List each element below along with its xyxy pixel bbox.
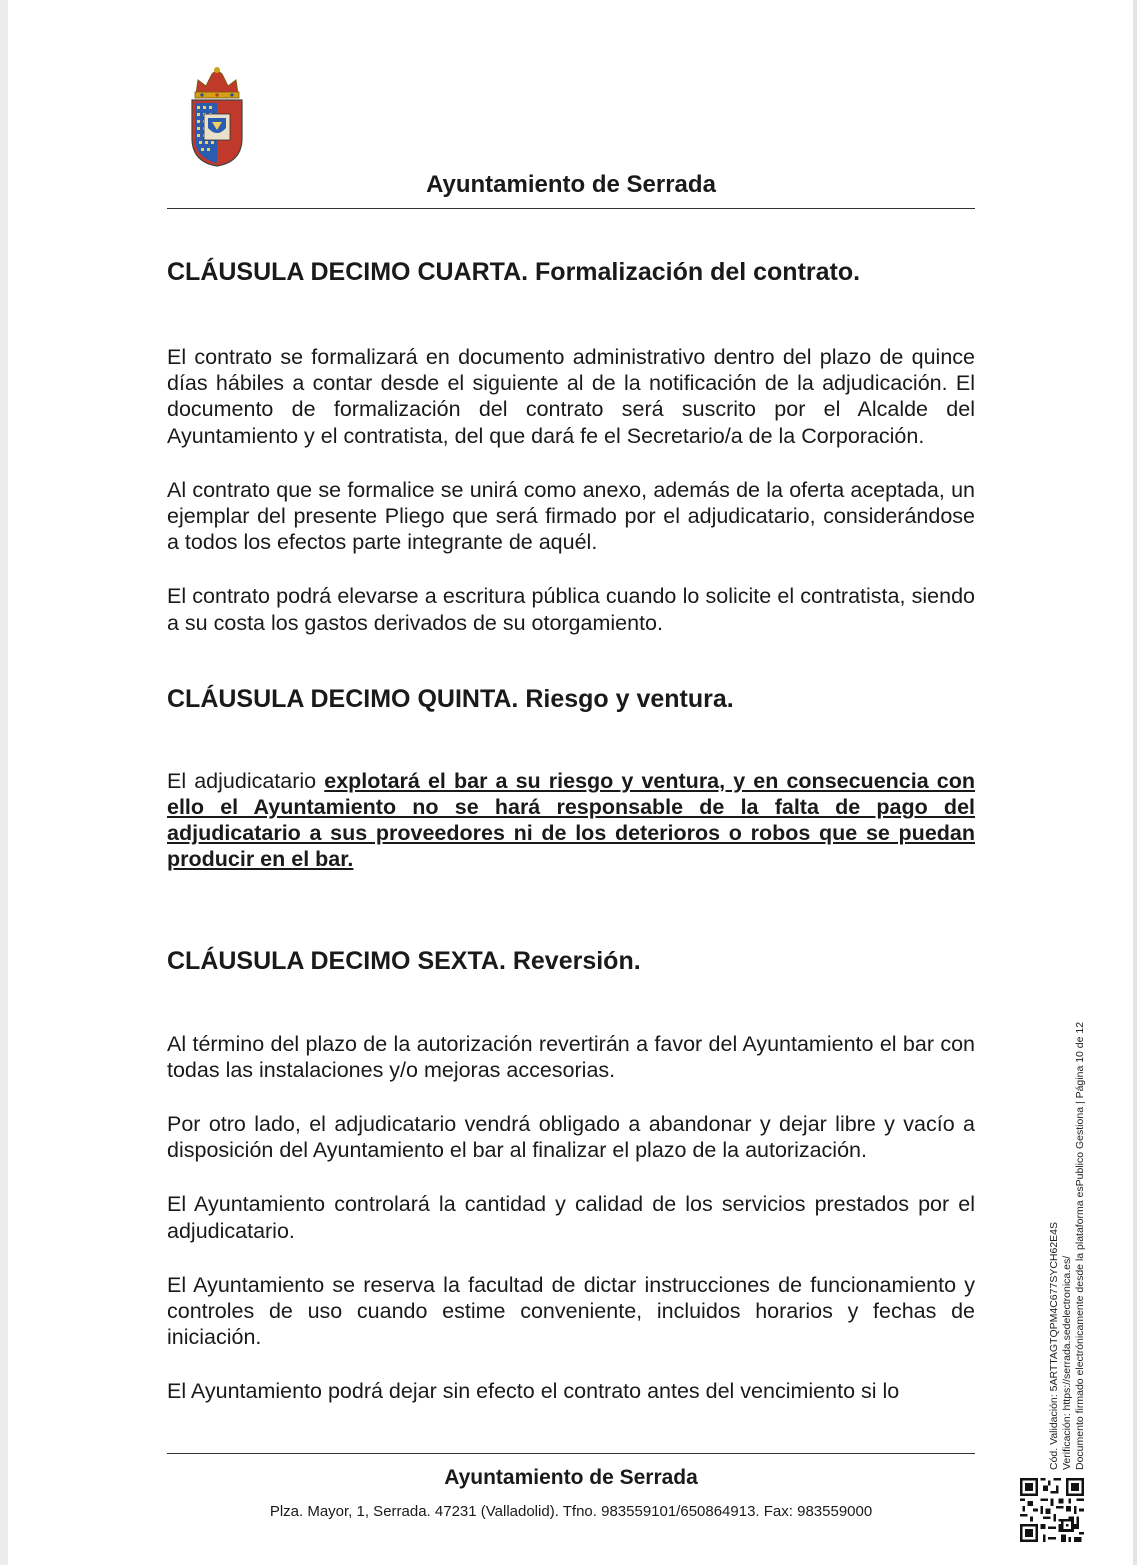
header-divider <box>167 208 975 209</box>
clause-15-heading: CLÁUSULA DECIMO QUINTA. Riesgo y ventura. <box>167 684 734 713</box>
clause-14-heading: CLÁUSULA DECIMO CUARTA. Formalización del contrato. <box>167 258 861 286</box>
header-title: Ayuntamiento de Serrada <box>426 171 716 198</box>
clause-15-emphasis: explotará el bar a su riesgo y ventura, y en consecuencia con ello el Ayuntamiento no se hará responsable de la falta de pago del adjudicatario a sus proveedores ni de los deterioros o robos que se puedan producir en el bar. <box>167 768 975 872</box>
footer-address: Plza. Mayor, 1, Serrada. 47231 (Valladolid). Tfno. 983559101/650864913. Fax: 983559000 <box>269 1503 873 1520</box>
clause-15-paragraph <box>167 768 975 873</box>
clause-16-paragraph-2: Por otro lado, el adjudicatario vendrá obligado a abandonar y dejar libre y vacío a disposición del Ayuntamiento el bar al finalizar el plazo de la autorización. <box>167 1112 975 1163</box>
clause-16-paragraph-1: Al término del plazo de la autorización revertirán a favor del Ayuntamiento el bar con todas las instalaciones y/o mejoras accesorias. <box>167 1031 975 1082</box>
footer-divider <box>167 1453 975 1454</box>
clause-16-heading: CLÁUSULA DECIMO SEXTA. Reversión. <box>167 946 641 975</box>
page-edge <box>1133 0 1137 1565</box>
clause-14-paragraph-3: El contrato podrá elevarse a escritura pública cuando lo solicite el contratista, siendo a su costa los gastos derivados de su otorgamiento. <box>167 584 975 635</box>
signature-note: Documento firmado electrónicamente desde la plataforma esPublico Gestiona | Página 10 de 12 <box>1074 1021 1086 1470</box>
clause-15-text: El adjudicatario <box>167 768 325 793</box>
document-body <box>167 256 975 1405</box>
verification-url[interactable]: Verificación: https://serrada.sedelectronica.es/ <box>1061 1255 1073 1470</box>
clause-16-paragraph-4: El Ayuntamiento se reserva la facultad de dictar instrucciones de funcionamiento y controles de uso cuando estime conveniente, incluidos horarios y fechas de iniciación. <box>167 1272 975 1350</box>
validation-code: Cód. Validación: 5ARTTAGTQPM4C677SYCH62E4S <box>1048 1221 1060 1470</box>
clause-14-paragraph-2: Al contrato que se formalice se unirá como anexo, además de la oferta aceptada, un ejemplar del presente Pliego que será firmado por el adjudicatario, considerándose a todos los efectos parte integrante de aquél. <box>167 477 975 555</box>
qr-code-icon[interactable] <box>1020 1478 1084 1542</box>
footer-title: Ayuntamiento de Serrada <box>444 1466 698 1489</box>
validation-side-note <box>1048 970 1087 1470</box>
clause-16-paragraph-5: El Ayuntamiento podrá dejar sin efecto el contrato antes del vencimiento si lo <box>167 1379 900 1404</box>
coat-of-arms-icon <box>186 66 248 168</box>
clause-16-paragraph-3: El Ayuntamiento controlará la cantidad y calidad de los servicios prestados por el adjudicatario. <box>167 1192 975 1243</box>
clause-14-paragraph-1: El contrato se formalizará en documento administrativo dentro del plazo de quince días hábiles a contar desde el siguiente al de la notificación de la adjudicación. El documento de formalización del contrato será suscrito por el Alcalde del Ayuntamiento y el contratista, del que dará fe el Secretario/a de la Corporación. <box>167 345 975 448</box>
page-edge <box>0 0 8 1565</box>
